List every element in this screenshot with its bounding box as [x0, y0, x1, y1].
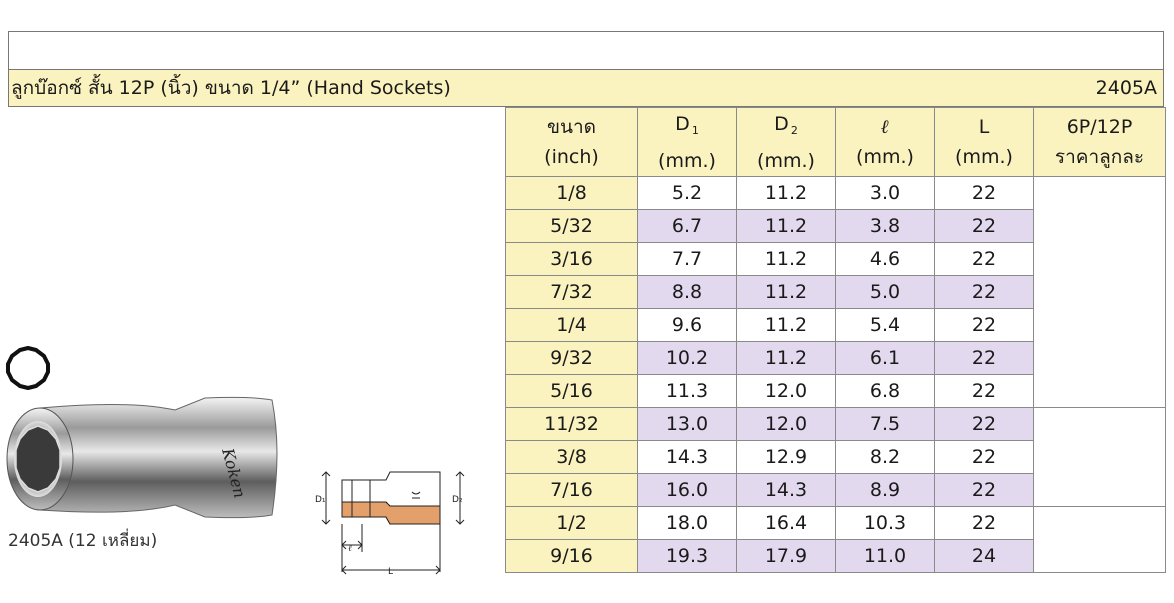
l-cell: 6.8: [836, 375, 935, 408]
size-cell: 1/8: [506, 177, 638, 210]
size-cell: 3/8: [506, 441, 638, 474]
price-cell: [1034, 177, 1166, 408]
col-d2-header: D $_2$ (mm.): [737, 108, 836, 177]
table-row: [506, 507, 1166, 540]
l-cell: 3.8: [836, 210, 935, 243]
spec-table: [505, 107, 1166, 573]
col-L-header: L (mm.): [935, 108, 1034, 177]
d1-cell: 18.0: [638, 507, 737, 540]
d1-label: D₁: [315, 495, 326, 505]
size-cell: 11/32: [506, 408, 638, 441]
table-row: [506, 408, 1166, 441]
price-cell: [1034, 507, 1166, 573]
L-cell: 22: [935, 408, 1034, 441]
size-cell: 9/32: [506, 342, 638, 375]
size-cell: 5/16: [506, 375, 638, 408]
size-cell: 7/16: [506, 474, 638, 507]
d1-cell: 9.6: [638, 309, 737, 342]
l-cell: 5.4: [836, 309, 935, 342]
d2-cell: 11.2: [737, 309, 836, 342]
size-cell: 7/32: [506, 276, 638, 309]
product-code: 2405A: [1095, 77, 1157, 99]
l-cell: 3.0: [836, 177, 935, 210]
L-cell: 22: [935, 342, 1034, 375]
title-bar: [8, 69, 1164, 107]
d2-cell: 16.4: [737, 507, 836, 540]
d2-label: D₂: [452, 495, 463, 505]
l-cell: 11.0: [836, 540, 935, 573]
koken-logo: Koken: [218, 446, 250, 500]
L-cell: 24: [935, 540, 1034, 573]
table-row: [506, 177, 1166, 210]
d2-cell: 11.2: [737, 243, 836, 276]
d2-cell: 11.2: [737, 276, 836, 309]
d2-cell: 12.9: [737, 441, 836, 474]
l-cell: 4.6: [836, 243, 935, 276]
d1-cell: 19.3: [638, 540, 737, 573]
d1-cell: 10.2: [638, 342, 737, 375]
L-cell: 22: [935, 474, 1034, 507]
L-cell: 22: [935, 375, 1034, 408]
price-cell: [1034, 408, 1166, 507]
d2-cell: 11.2: [737, 210, 836, 243]
twelve-point-socket-icon: [8, 348, 48, 388]
L-cell: 22: [935, 507, 1034, 540]
L-cell: 22: [935, 210, 1034, 243]
d2-cell: 12.0: [737, 375, 836, 408]
product-caption: 2405A (12 เหลี่ยม): [8, 531, 158, 551]
L-cell: 22: [935, 441, 1034, 474]
l-cell: 5.0: [836, 276, 935, 309]
l-cell: 10.3: [836, 507, 935, 540]
d1-cell: 11.3: [638, 375, 737, 408]
L-cell: 22: [935, 177, 1034, 210]
d2-cell: 11.2: [737, 342, 836, 375]
socket-image: [7, 397, 277, 517]
size-cell: 9/16: [506, 540, 638, 573]
d1-cell: 7.7: [638, 243, 737, 276]
col-size-header: ขนาด (inch): [506, 108, 638, 177]
size-cell: 3/16: [506, 243, 638, 276]
d2-cell: 14.3: [737, 474, 836, 507]
l-cell: 6.1: [836, 342, 935, 375]
col-d1-header: D $_1$ (mm.): [638, 108, 737, 177]
L-cell: 22: [935, 309, 1034, 342]
d1-cell: 13.0: [638, 408, 737, 441]
socket-photo: [0, 340, 300, 525]
col-l-header: ℓ (mm.): [836, 108, 935, 177]
dimension-diagram: [312, 462, 472, 578]
page-title: ลูกบ๊อกซ์ สั้น 12P (นิ้ว) ขนาด 1/4” (Hand Sockets): [11, 77, 451, 99]
d2-cell: 17.9: [737, 540, 836, 573]
l-cell: 8.2: [836, 441, 935, 474]
d1-cell: 16.0: [638, 474, 737, 507]
header-row: [506, 108, 1166, 177]
L-cell: 22: [935, 276, 1034, 309]
d2-cell: 12.0: [737, 408, 836, 441]
d2-cell: 11.2: [737, 177, 836, 210]
d1-cell: 6.7: [638, 210, 737, 243]
col-price-header: 6P/12P ราคาลูกละ: [1034, 108, 1166, 177]
d1-cell: 5.2: [638, 177, 737, 210]
size-cell: 1/4: [506, 309, 638, 342]
size-cell: 5/32: [506, 210, 638, 243]
l-cell: 7.5: [836, 408, 935, 441]
l-cell: 8.9: [836, 474, 935, 507]
top-bar: [8, 31, 1164, 69]
L-label: L: [388, 567, 394, 577]
d1-cell: 8.8: [638, 276, 737, 309]
d1-cell: 14.3: [638, 441, 737, 474]
L-cell: 22: [935, 243, 1034, 276]
l-label: ℓ: [348, 544, 352, 554]
size-cell: 1/2: [506, 507, 638, 540]
